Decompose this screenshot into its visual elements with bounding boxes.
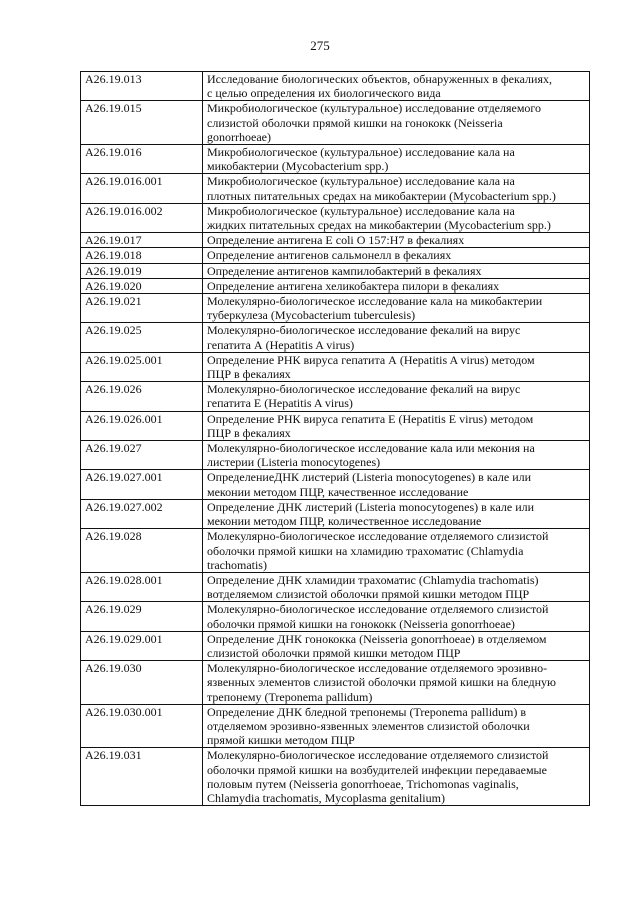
description-line: Молекулярно-биологическое исследование отделяемого слизистой	[207, 748, 549, 763]
table-row	[81, 203, 590, 232]
service-description	[203, 661, 590, 705]
service-description	[203, 323, 590, 352]
description-line: Chlamydia trachomatis, Mycoplasma genitalium)	[207, 790, 445, 805]
description-line: вотделяемом слизистой оболочки прямой кишки методом ПЦР	[207, 587, 530, 602]
service-description	[203, 233, 590, 248]
service-description	[203, 441, 590, 470]
description-line: гепатита А (Hepatitis A virus)	[207, 337, 355, 352]
table-row	[81, 323, 590, 352]
service-description	[203, 411, 590, 440]
service-description	[203, 602, 590, 631]
service-description	[203, 470, 590, 499]
table-row	[81, 233, 590, 248]
description-line: оболочки прямой кишки на гонококк (Neisseria gonorrhoeae)	[207, 616, 515, 631]
service-code: A26.19.025	[81, 323, 203, 352]
service-description	[203, 704, 590, 748]
table-row	[81, 278, 590, 293]
description-line: Определение РНК вируса гепатита А (Hepatitis A virus) методом	[207, 352, 535, 367]
service-code: A26.19.016.001	[81, 174, 203, 203]
description-line: прямой кишки методом ПЦР	[207, 733, 355, 748]
description-line: меконии методом ПЦР, количественное исследование	[207, 514, 482, 529]
service-code: A26.19.031	[81, 748, 203, 806]
table-row	[81, 248, 590, 263]
description-line: оболочки прямой кишки на возбудителей инфекции передаваемые	[207, 762, 547, 777]
service-description	[203, 101, 590, 145]
service-code: A26.19.027	[81, 441, 203, 470]
description-line: Определение антигенов сальмонелл в фекалиях	[207, 248, 452, 263]
service-description	[203, 174, 590, 203]
service-code: A26.19.029.001	[81, 631, 203, 660]
service-code: A26.19.016	[81, 145, 203, 174]
description-line: gonorrhoeae)	[207, 129, 271, 144]
table-row	[81, 529, 590, 573]
table-row	[81, 174, 590, 203]
table-row	[81, 704, 590, 748]
description-line: меконии методом ПЦР, качественное исследование	[207, 484, 469, 499]
description-line: Определение РНК вируса гепатита Е (Hepatitis E virus) методом	[207, 411, 534, 426]
description-line: слизистой оболочки прямой кишки методом ПЦР	[207, 645, 461, 660]
service-description	[203, 572, 590, 601]
service-description	[203, 72, 590, 101]
service-description	[203, 145, 590, 174]
description-line: Микробиологическое (культуральное) исследование кала на	[207, 174, 515, 189]
table-row	[81, 631, 590, 660]
description-line: ПЦР в фекалиях	[207, 367, 291, 382]
table-row	[81, 470, 590, 499]
service-code: A26.19.013	[81, 72, 203, 101]
table-row	[81, 101, 590, 145]
service-description	[203, 352, 590, 381]
description-line: Молекулярно-биологическое исследование кала на микобактерии	[207, 294, 543, 309]
description-line: плотных питательных средах на микобактерии (Mycobacterium spp.)	[207, 188, 556, 203]
service-code: A26.19.030	[81, 661, 203, 705]
description-line: Определение ДНК листерий (Listeria monocytogenes) в кале или	[207, 499, 535, 514]
table-row	[81, 572, 590, 601]
description-line: Микробиологическое (культуральное) исследование кала на	[207, 145, 515, 160]
description-line: ОпределениеДНК листерий (Listeria monocytogenes) в кале или	[207, 470, 532, 485]
description-line: туберкулеза (Mycobacterium tuberculesis)	[207, 308, 416, 323]
table-row	[81, 145, 590, 174]
description-line: Молекулярно-биологическое исследование фекалий на вирус	[207, 323, 521, 338]
service-code: A26.19.026	[81, 382, 203, 411]
service-description	[203, 203, 590, 232]
description-line: Определение антигена хеликобактера пилори в фекалиях	[207, 278, 500, 293]
description-line: отделяемом эрозивно-язвенных элементов слизистой оболочки	[207, 718, 530, 733]
service-code: A26.19.027.001	[81, 470, 203, 499]
description-line: Микробиологическое (культуральное) исследование кала на	[207, 203, 515, 218]
service-description	[203, 748, 590, 806]
description-line: Молекулярно-биологическое исследование отделяемого эрозивно-	[207, 661, 548, 676]
description-line: Определение антигенов кампилобактерий в фекалиях	[207, 263, 482, 278]
service-code: A26.19.028.001	[81, 572, 203, 601]
description-line: trachomatis)	[207, 557, 267, 572]
table-row	[81, 441, 590, 470]
table-row	[81, 499, 590, 528]
table-row	[81, 294, 590, 323]
page-number: 275	[310, 38, 330, 53]
description-line: Определение антигена E coli O 157:H7 в фекалиях	[207, 233, 465, 248]
service-description	[203, 248, 590, 263]
service-description	[203, 294, 590, 323]
service-description	[203, 499, 590, 528]
table-row	[81, 352, 590, 381]
description-line: Определение ДНК бледной трепонемы (Treponema pallidum) в	[207, 704, 527, 719]
service-code: A26.19.027.002	[81, 499, 203, 528]
description-line: гепатита Е (Hepatitis A virus)	[207, 396, 353, 411]
table-row	[81, 382, 590, 411]
description-line: Микробиологическое (культуральное) исследование отделяемого	[207, 101, 542, 116]
description-line: половым путем (Neisseria gonorrhoeae, Trichomonas vaginalis,	[207, 776, 519, 791]
service-description	[203, 278, 590, 293]
service-code: A26.19.015	[81, 101, 203, 145]
table-row	[81, 411, 590, 440]
service-description	[203, 263, 590, 278]
service-description	[203, 631, 590, 660]
description-line: Молекулярно-биологическое исследование отделяемого слизистой	[207, 602, 549, 617]
services-table-body	[81, 72, 590, 806]
description-line: Определение ДНК гонококка (Neisseria gonorrhoeae) в отделяемом	[207, 631, 547, 646]
description-line: жидких питательных средах на микобактерии (Mycobacterium spp.)	[207, 218, 551, 233]
table-row	[81, 661, 590, 705]
description-line: трепонему (Treponema pallidum)	[207, 689, 373, 704]
description-line: Молекулярно-биологическое исследование кала или мекония на	[207, 441, 535, 456]
description-line: листерии (Listeria monocytogenes)	[207, 455, 381, 470]
description-line: Молекулярно-биологическое исследование фекалий на вирус	[207, 382, 521, 397]
service-description	[203, 382, 590, 411]
description-line: с целью определения их биологического вида	[207, 86, 441, 101]
service-code: A26.19.029	[81, 602, 203, 631]
description-line: Исследование биологических объектов, обнаруженных в фекалиях,	[207, 72, 552, 86]
service-description	[203, 529, 590, 573]
description-line: ПЦР в фекалиях	[207, 425, 291, 440]
table-row	[81, 748, 590, 806]
description-line: микобактерии (Mycobacterium spp.)	[207, 159, 389, 174]
services-table	[80, 71, 590, 806]
table-row	[81, 72, 590, 101]
service-code: A26.19.025.001	[81, 352, 203, 381]
service-code: A26.19.018	[81, 248, 203, 263]
description-line: Молекулярно-биологическое исследование отделяемого слизистой	[207, 529, 549, 544]
table-row	[81, 602, 590, 631]
service-code: A26.19.028	[81, 529, 203, 573]
description-line: оболочки прямой кишки на хламидию трахоматис (Chlamydia	[207, 543, 524, 558]
service-code: A26.19.019	[81, 263, 203, 278]
table-row	[81, 263, 590, 278]
description-line: язвенных элементов слизистой оболочки прямой кишки на бледную	[207, 675, 556, 690]
description-line: Определение ДНК хламидии трахоматис (Chlamydia trachomatis)	[207, 572, 539, 587]
service-code: A26.19.017	[81, 233, 203, 248]
service-code: A26.19.030.001	[81, 704, 203, 748]
description-line: слизистой оболочки прямой кишки на гонококк (Neisseria	[207, 115, 503, 130]
service-code: A26.19.016.002	[81, 203, 203, 232]
service-code: A26.19.020	[81, 278, 203, 293]
service-code: A26.19.021	[81, 294, 203, 323]
service-code: A26.19.026.001	[81, 411, 203, 440]
